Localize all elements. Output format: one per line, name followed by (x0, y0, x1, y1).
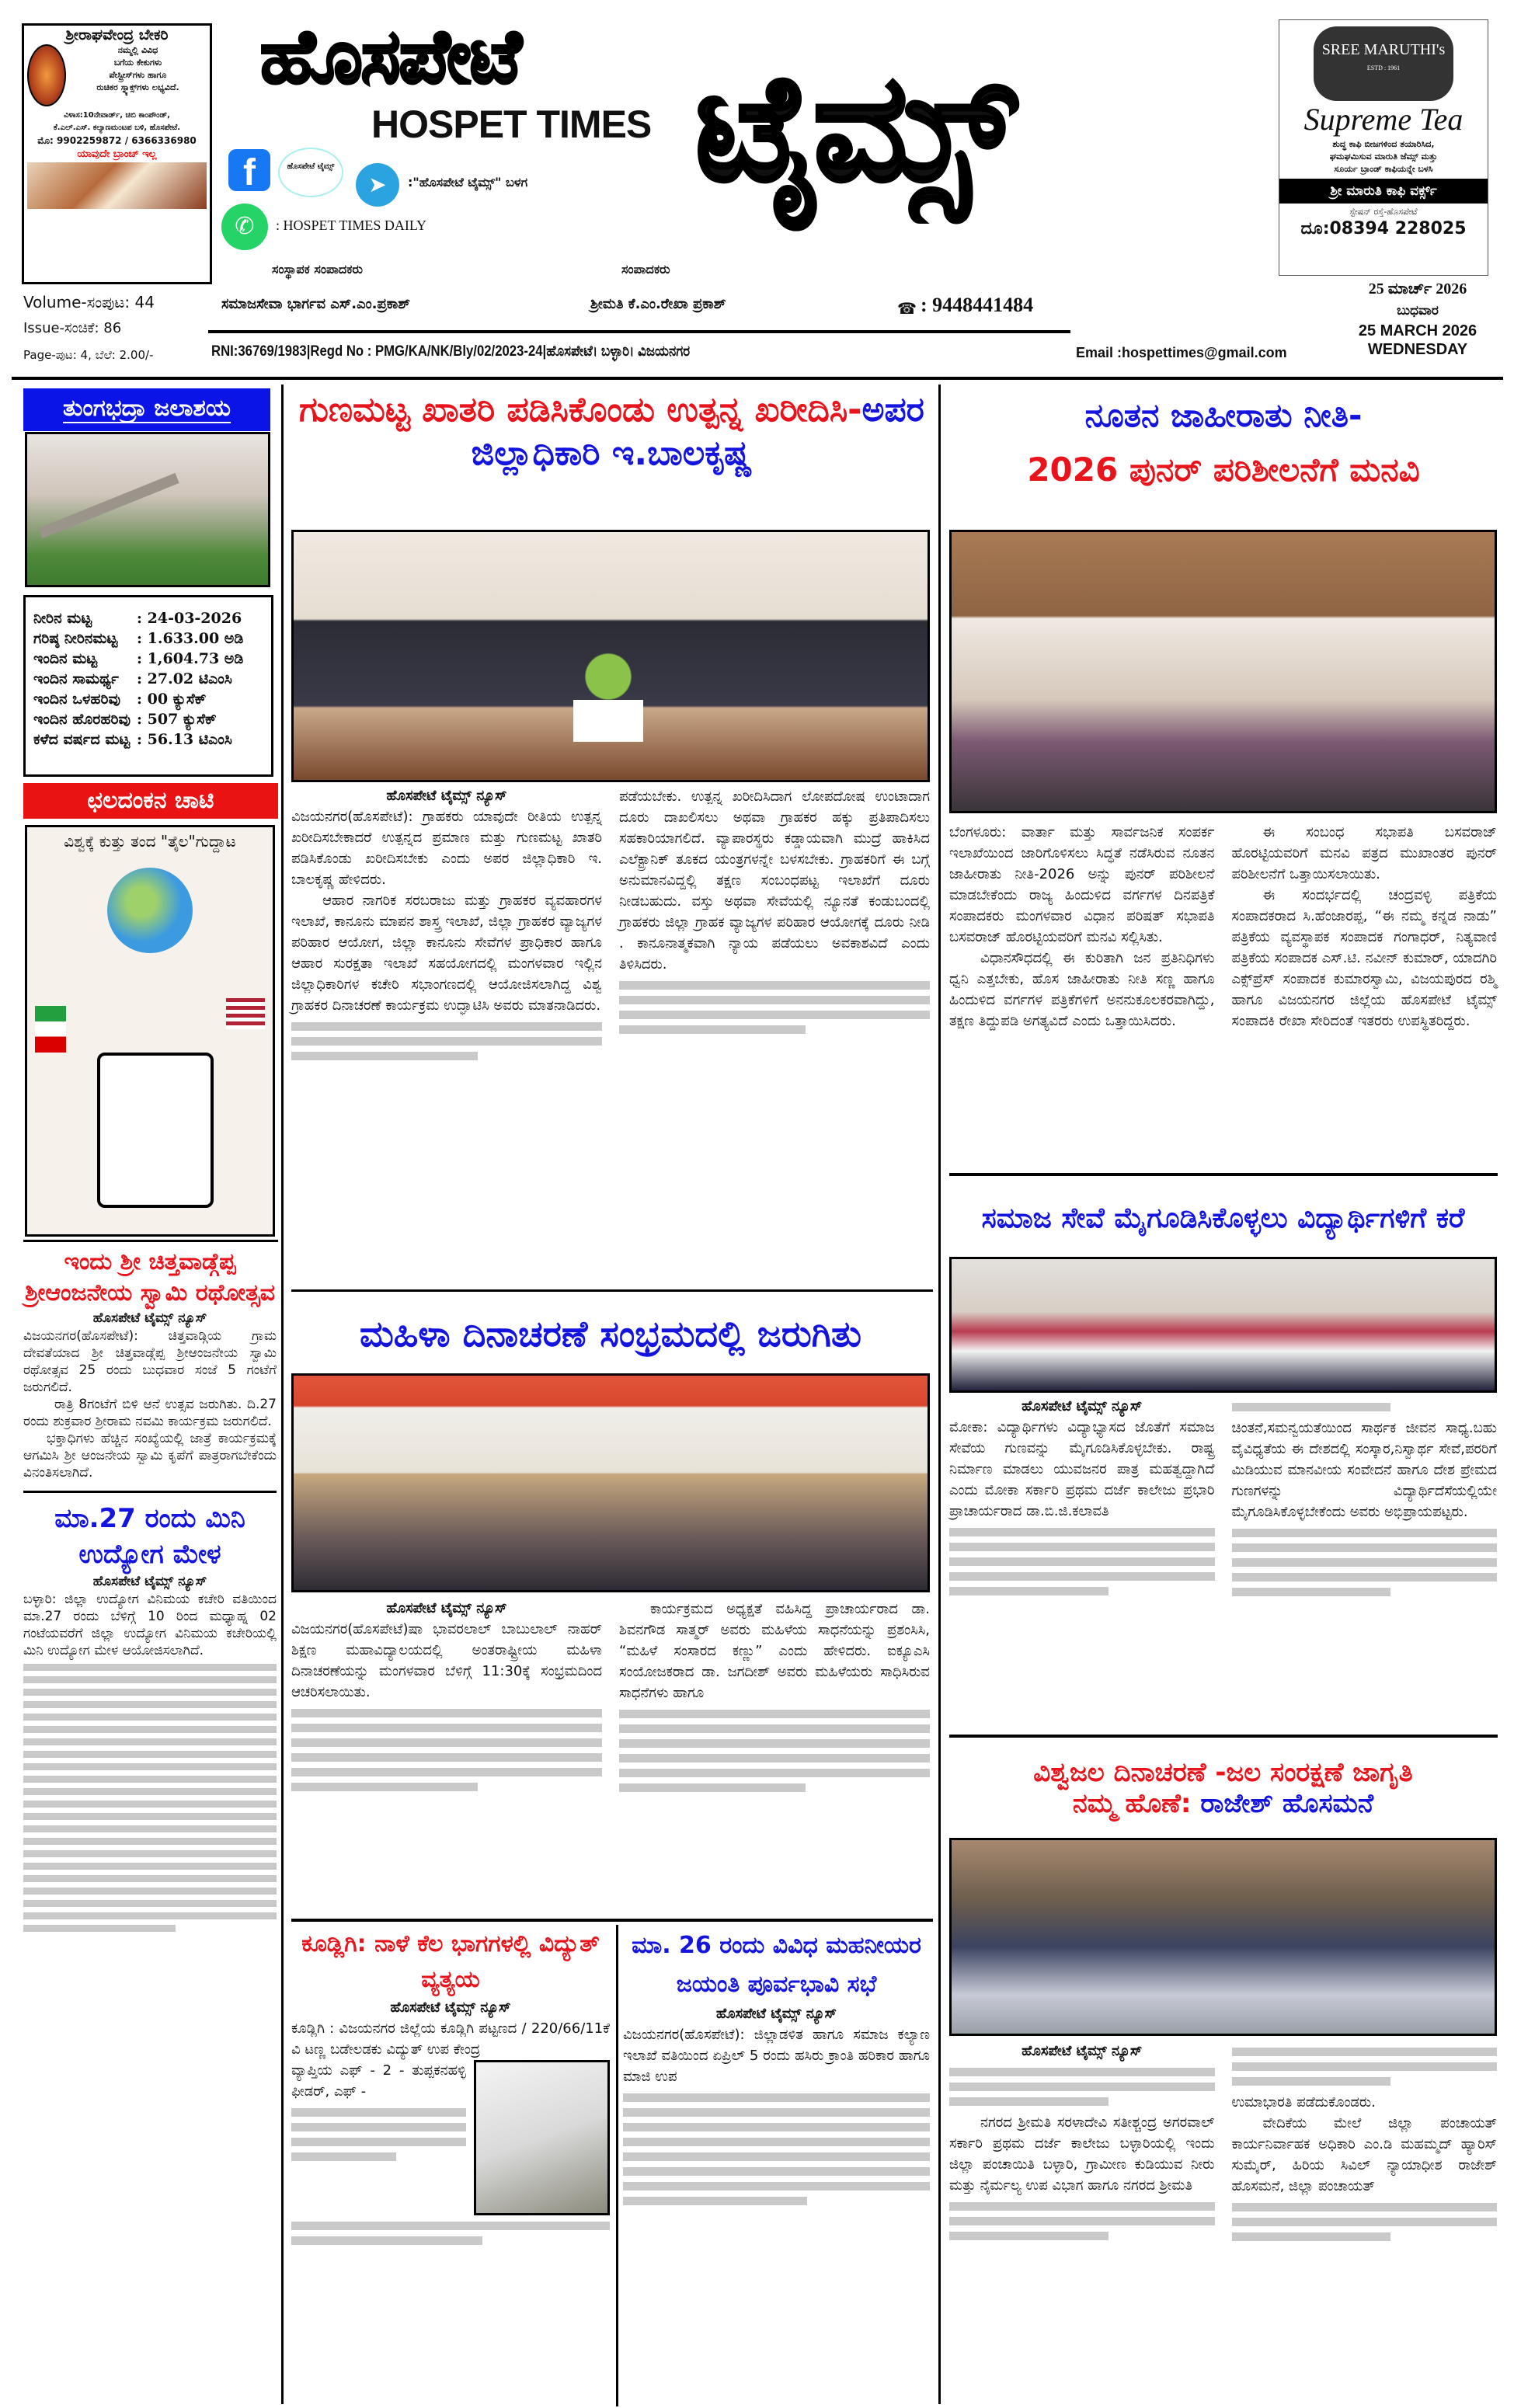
text-line (949, 1528, 1215, 1536)
dam-title (23, 388, 270, 431)
waterday-photo (949, 1838, 1497, 2036)
us-flag (226, 998, 265, 1029)
dam-label: ಇಂದಿನ ಒಳಹರಿವು (33, 691, 120, 708)
oil-barrel-drawing (97, 1053, 214, 1208)
text-line (949, 2097, 1109, 2106)
text-line (23, 1900, 277, 1907)
text-line (949, 2083, 1215, 2091)
ad-line: ಸೂರ್ಯ ಬ್ರಾಂಡ್ ಕಾಫಿಯನ್ನೇ ಬಳಸಿ (1334, 164, 1433, 174)
email: Email :hospettimes@gmail.com (1076, 345, 1287, 360)
tea-brand-top: SREE MARUTHI's (1321, 41, 1446, 58)
text-line (23, 1925, 176, 1932)
text-line (291, 1052, 478, 1060)
divider (291, 1289, 933, 1292)
telegram-icon[interactable]: ➤ (356, 163, 399, 207)
guru-portrait (27, 44, 66, 106)
divider (23, 1491, 277, 1493)
text-line (23, 1863, 277, 1870)
dam-row (30, 608, 246, 628)
body-text-continuation (623, 2093, 930, 2205)
masthead-bottom-rule (12, 377, 1503, 380)
body-text-continuation (1232, 2203, 1498, 2241)
headline-part: ಅಪರ ಜಿಲ್ಲಾಧಿಕಾರಿ ಇ.ಬಾಲಕೃಷ್ಣ (471, 390, 924, 473)
body-text-continuation (619, 1710, 930, 1792)
body-text-continuation (1232, 1403, 1498, 1411)
dam-row (30, 649, 246, 669)
cakes-photo (27, 162, 207, 209)
dam-row (30, 628, 246, 649)
paragraph: ವಿಜಯನಗರ(ಹೊಸಪೇಟೆ): ಜಿಲ್ಲಾಡಳಿತ ಹಾಗೂ ಸಮಾಜ ಕಲ್ಯಾಣ ಇಲಾಖೆ ವತಿಯಿಂದ ಏಪ್ರಿಲ್ 5 ರಂದು ಹಸಿರು ಕ್ರಾಂತಿ ಹರಿಕಾರ ಹಾಗೂ ಮಾಜಿ ಉಪ (623, 2027, 930, 2085)
paragraph: ಉಮಾಭಾರತಿ ಪಡೆದುಕೊಂಡರು. (1231, 2094, 1376, 2110)
text-line (23, 1751, 277, 1758)
headline-part: ನಮ್ಮ ಹೊಣೆ: (1072, 1788, 1192, 1819)
text-line (949, 1543, 1215, 1551)
editor-name: ಶ್ರೀಮತಿ ಕೆ.ಎಂ.ರೇಖಾ ಪ್ರಕಾಶ್ (590, 296, 726, 312)
ad-line: ನಮ್ಮಲ್ಲಿ ವಿವಿಧ (117, 45, 158, 55)
text-line (291, 1037, 602, 1046)
ad-tagline: ಯಾವುದೇ ಬ್ರಾಂಚ್ ಇಲ್ಲ (77, 148, 157, 160)
byline: ಹೊಸಪೇಟೆ ಟೈಮ್ಸ್ ನ್ಯೂಸ್ (390, 1999, 511, 2016)
waterday-headline (949, 1743, 1497, 1819)
globe-drawing (107, 868, 193, 953)
paragraph: ಪಡೆಯಬೇಕು. ಉತ್ಪನ್ನ ಖರೀದಿಸಿದಾಗ ಲೋಪದೋಷ ಉಂಟಾದಾಗ ದೂರು ದಾಖಲಿಸಲು ಅಥವಾ ಗ್ರಾಹಕರ ಹಕ್ಕು ಪ್ರತಿಪಾದಿಸಲು ಸಹಕಾರಿಯಾಗಲಿದೆ. ವ್ಯಾಪಾರಸ್ಥರು ಕಡ್ಡಾಯವಾಗಿ ಮುದ್ರೆ ಹಾಕಿಸಿದ ಎಲೆಕ್ಟ್ರಾನಿಕ್ ತೂಕದ ಯಂತ್ರಗಳನ್ನೇ ಬಳಸಬೇಕು. ಗ್ರಾಹಕರಿಗೆ ಈ ಬಗ್ಗೆ ಅನುಮಾನವಿದ್ದಲ್ಲಿ ತಕ್ಷಣ ಸಂಬಂಧಪಟ್ಟ ಇಲಾಖೆಗೆ ದೂರು ನೀಡಬಹುದು. ವಸ್ತು ಅಥವಾ ಸೇವೆಯಲ್ಲಿ ನ್ಯೂನತೆ ಕಂಡುಬಂದಲ್ಲಿ ಗ್ರಾಹಕರು ಜಿಲ್ಲಾ ಗ್ರಾಹಕ ವ್ಯಾಜ್ಯಗಳ ಪರಿಹಾರ ಆಯೋಗಕ್ಕೆ ದೂರು ನೀಡಿ . ಕಾನೂನಾತ್ಮಕವಾಗಿ ನ್ಯಾಯ ಪಡೆಯಲು ಅವಕಾಶವಿದೆ ಎಂದು ತಿಳಿಸಿದರು. (619, 788, 930, 973)
text-line (619, 1783, 806, 1792)
issue: Issue-ಸಂಚಿಕೆ: 86 (23, 320, 122, 336)
ad-line: ರುಚಿಕರ ಸ್ನ್ಯಾಕ್ಸ್‌ಗಳು ಲಭ್ಯವಿದೆ. (96, 82, 179, 92)
text-line (949, 1587, 1109, 1595)
divider (291, 1919, 933, 1922)
dam-label: ಗರಿಷ್ಠ ನೀರಿನಮಟ್ಟ (33, 630, 118, 647)
text-line (1232, 2203, 1498, 2211)
text-line (949, 1557, 1215, 1566)
masthead-title-english: HOSPET TIMES (371, 103, 652, 146)
body-text-continuation (1232, 2048, 1498, 2086)
dam-value: : 1.633.00 ಅಡಿ (137, 630, 244, 647)
dam-row (30, 669, 246, 689)
text-line (619, 1754, 930, 1763)
byline: ಹೊಸಪೇಟೆ ಟೈಮ್ಸ್ ನ್ಯೂಸ್ (715, 2006, 837, 2022)
paragraph: ರಾತ್ರಿ 8ಗಂಟೆಗೆ ಬಿಳಿ ಆನೆ ಉತ್ಸವ ಜರುಗಿತು. ದಿ.27 ರಂದು ಶುಕ್ರವಾರ ಶ್ರೀರಾಮ ನವಮಿ ಕಾರ್ಯಕ್ರಮ ಜರುಗಲಿದೆ. (23, 1397, 277, 1429)
ad-phone: ಮೊ: 9902259872 / 6366336980 (37, 135, 197, 146)
text-line (23, 1888, 277, 1895)
dam-value: : 24-03-2026 (137, 610, 242, 627)
text-line (949, 1572, 1215, 1581)
dam-value: : 507 ಕ್ಯುಸೆಕ್ (137, 711, 217, 728)
dam-value: : 1,604.73 ಅಡಿ (137, 650, 244, 667)
text-line (619, 1710, 930, 1718)
text-line (291, 2123, 466, 2131)
dam-label: ಇಂದಿನ ಹೊರಹರಿವು (33, 711, 131, 728)
text-line (1232, 1529, 1498, 1537)
kudligi-headline: ಕೂಡ್ಲಿಗಿ: ನಾಳೆ ಕೆಲ ಭಾಗಗಳಲ್ಲಿ ವಿದ್ಯುತ್ ವ್ಯತ್ಯಯ (301, 1930, 600, 1993)
divider (23, 1240, 278, 1242)
text-line (23, 1701, 277, 1708)
text-line (23, 1738, 277, 1745)
text-line (23, 1776, 277, 1783)
facebook-icon[interactable]: f (228, 149, 270, 191)
founder-name: ಸಮಾಜಸೇವಾ ಭಾರ್ಗವ ಎಸ್.ಎಂ.ಪ್ರಕಾಶ್ (221, 296, 410, 312)
text-line (23, 1801, 277, 1808)
text-line (1232, 2077, 1391, 2086)
text-line (291, 1709, 602, 1717)
text-line (623, 2108, 930, 2117)
womensday-photo (291, 1373, 930, 1592)
paragraph: ಈ ಸಂದರ್ಭದಲ್ಲಿ ಚಂದ್ರವಳ್ಳಿ ಪತ್ರಿಕೆಯ ಸಂಪಾದಕರಾದ ಸಿ.ಹೆಂಜಾರಪ್ಪ, “ಈ ನಮ್ಮ ಕನ್ನಡ ನಾಡು” ಪತ್ರಿಕೆಯ ವ್ಯವಸ್ಥಾಪಕ ಸಂಪಾದಕ ಗಂಗಾಧರ್, ನಿತ್ಯವಾಣಿ ಪತ್ರಿಕೆಯ ಸಂಪಾದಕ ಎಸ್.ಟಿ. ನವೀನ್ ಕುಮಾರ್, ಯಾದಗಿರಿ ಎಕ್ಸ್‌ಪ್ರೆಸ್ ಸಂಪಾದಕ ಕುಮಾರಸ್ವಾಮಿ, ವಿಜಯಪುರದ ರಶ್ಮಿ ಹಾಗೂ ವಿಜಯನಗರ ಜಿಲ್ಲೆಯ ಹೊಸಪೇಟೆ ಟೈಮ್ಸ್ ಸಂಪಾದಕಿ ರೇಖಾ ಸೇರಿದಂತೆ ಇತರರು ಉಪಸ್ಥಿತರಿದ್ದರು. (1231, 887, 1497, 1029)
tea-ad (1279, 19, 1488, 276)
text-line (23, 1689, 277, 1696)
paragraph: ವೇದಿಕೆಯ ಮೇಲೆ ಜಿಲ್ಲಾ ಪಂಚಾಯತ್ ಕಾರ್ಯನಿರ್ವಾಹಕ ಅಧಿಕಾರಿ ಎಂ.ಡಿ ಮಹಮ್ಮದ್ ಹ್ಯಾರಿಸ್ ಸುಮೈರ್, ಹಿರಿಯ ಸಿವಿಲ್ ನ್ಯಾಯಾಧೀಶ ರಾಜೇಶ್ ಹೊಸಮನೆ, ಜಿಲ್ಲಾ ಪಂಚಾಯತ್ (1231, 2115, 1497, 2194)
text-line (291, 1753, 602, 1762)
text-line (619, 1769, 930, 1777)
text-line (291, 1783, 478, 1791)
cartoon (25, 825, 275, 1237)
rathotsava-headline: ಇಂದು ಶ್ರೀ ಚಿತ್ತವಾಡ್ಗೆಪ್ಪ ಶ್ರೀಆಂಜನೇಯ ಸ್ವಾಮಿ ರಥೋತ್ಸವ (24, 1248, 276, 1307)
jayanti-headline: ಮಾ. 26 ರಂದು ವಿವಿಧ ಮಹನೀಯರ ಜಯಂತಿ ಪೂರ್ವಭಾವಿ ಸಭೆ (632, 1932, 921, 1998)
dam-value: : 00 ಕ್ಯುಸೆಕ್ (137, 691, 207, 708)
text-line (619, 1011, 930, 1019)
paragraph: ವಿಜಯನಗರ(ಹೊಸಪೇಟೆ): ಚಿತ್ತವಾಡ್ಗಿಯ ಗ್ರಾಮ ದೇವತೆಯಾದ ಶ್ರೀ ಚಿತ್ತವಾಡ್ಗೆಪ್ಪ ಶ್ರೀಆಂಜನೇಯ ಸ್ವಾಮಿ ರಥೋತ್ಸವ 25 ರಂದು ಬುಧವಾರ ಸಂಜೆ 5 ಗಂಟೆಗೆ ಜರುಗಲಿದೆ. (23, 1328, 277, 1395)
text-line (619, 981, 930, 990)
date-kannada: 25 ಮಾರ್ಚ್ 2026 (1368, 280, 1467, 298)
body-text-continuation (619, 981, 930, 1034)
masthead-divider (208, 330, 1070, 333)
cartoon-caption: ವಿಶ್ವಕ್ಕೆ ಕುತ್ತು ತಂದ "ತೈಲ"ಗುದ್ದಾಟ (64, 832, 236, 851)
tea-brand: Supreme Tea (1303, 102, 1464, 137)
text-line (291, 1768, 602, 1776)
ad-line: ಘಮಘಮಿಸುವ ಮಾರುತಿ ಜೆಮ್ಸ್ ಮತ್ತು (1329, 151, 1438, 162)
column-rule (281, 385, 284, 2404)
text-line (623, 2138, 930, 2146)
text-line (1232, 1588, 1391, 1596)
text-line (1232, 2218, 1498, 2226)
socialservice-photo (949, 1257, 1497, 1393)
column-rule (616, 1925, 618, 2406)
headline-part: ವಿಶ್ವಜಲ ದಿನಾಚರಣೆ -ಜಲ ಸಂರಕ್ಷಣೆ ಜಾಗೃತಿ (1033, 1757, 1413, 1788)
byline: ಹೊಸಪೇಟೆ ಟೈಮ್ಸ್ ನ್ಯೂಸ್ (92, 1574, 207, 1589)
ad-line: ಬಗೆಯ ಕೇಕುಗಳು (113, 57, 162, 68)
adpolicy-photo (949, 530, 1497, 813)
headline-part: ನೂತನ ಜಾಹೀರಾತು ನೀತಿ- (1084, 396, 1363, 434)
text-line (949, 2232, 1109, 2240)
byline: ಹೊಸಪೇಟೆ ಟೈಮ್ಸ್ ನ್ಯೂಸ್ (1022, 1398, 1143, 1415)
page-price: Page-ಪುಟ: 4, ಬೆಲೆ: 2.00/- (23, 348, 154, 362)
iran-flag (35, 1006, 66, 1053)
text-line (1232, 1573, 1498, 1582)
text-line (949, 2202, 1215, 2211)
masthead-title-times: ಟೈಮ್ಸ್ (695, 42, 1016, 214)
headline-part: 2026 ಪುನರ್ ಪರಿಶೀಲನೆಗೆ ಮನವಿ (1027, 451, 1420, 489)
text-line (949, 2068, 1215, 2076)
paragraph: ವಿಧಾನಸೌಧದಲ್ಲಿ ಈ ಕುರಿತಾಗಿ ಜನ ಪ್ರತಿನಿಧಿಗಳು ಧ್ವನಿ ಎತ್ತಬೇಕು, ಹೊಸ ಜಾಹೀರಾತು ನೀತಿ ಸಣ್ಣ ಹಾಗೂ ಹಿಂದುಳಿದ ವರ್ಗಗಳ ಪತ್ರಿಕೆಗಳಿಗೆ ಅನನುಕೂಲಕರವಾಗಿದ್ದು, ತಕ್ಷಣ ತಿದ್ದುಪಡಿ ಅಗತ್ಯವಿದೆ ಎಂದು ಒತ್ತಾಯಿಸಿದರು. (949, 950, 1215, 1029)
dam-data-table (23, 595, 273, 777)
day-english: WEDNESDAY (1367, 341, 1468, 358)
whatsapp-icon[interactable]: ✆ (221, 204, 268, 250)
paragraph: ಬೆಂಗಳೂರು: ವಾರ್ತಾ ಮತ್ತು ಸಾರ್ವಜನಿಕ ಸಂಪರ್ಕ ಇಲಾಖೆಯಿಂದ ಜಾರಿಗೊಳಿಸಲು ಸಿದ್ಧತೆ ನಡೆಸಿರುವ ನೂತನ ಜಾಹೀರಾತು ನೀತಿ-2026 ಅನ್ನು ಪುನರ್ ಪರಿಶೀಲನೆ ಮಾಡಬೇಕೆಂದು ರಾಜ್ಯ ಹಿಂದುಳಿದ ವರ್ಗಗಳ ದಿನಪತ್ರಿಕೆ ಸಂಪಾದಕರು ಮಂಗಳವಾರ ವಿಧಾನ ಪರಿಷತ್ ಸಭಾಪತಿ ಬಸವರಾಜ್ ಹೊರಟ್ಟಿಯವರಿಗೆ ಮನವಿ ಸಲ್ಲಿಸಿತು. (949, 824, 1215, 945)
volume: Volume-ಸಂಪುಟ: 44 (23, 293, 155, 311)
paragraph: ನಗರದ ಶ್ರೀಮತಿ ಸರಳಾದೇವಿ ಸತೀಶ್ಚಂದ್ರ ಅಗರವಾಲ್ ಸರ್ಕಾರಿ ಪ್ರಥಮ ದರ್ಜೆ ಕಾಲೇಜು ಬಳ್ಳಾರಿಯಲ್ಲಿ ಇಂದು ಜಿಲ್ಲಾ ಪಂಚಾಯಿತಿ ಬಳ್ಳಾರಿ, ಗ್ರಾಮೀಣ ಕುಡಿಯುವ ನೀರು ಮತ್ತು ನೈರ್ಮಲ್ಯ ಉಪ ವಿಭಾಗ ಹಾಗೂ ನಗರದ ಶ್ರೀಮತಿ (949, 2114, 1215, 2194)
body-text-continuation (949, 2202, 1215, 2240)
jobfair-body (23, 1591, 277, 1932)
text-line (1232, 2062, 1498, 2071)
text-line (291, 2222, 610, 2230)
text-line (23, 1838, 277, 1845)
text-line (291, 2108, 466, 2117)
whatsapp-text: : HOSPET TIMES DAILY (276, 217, 427, 233)
body-text-continuation (1232, 1529, 1498, 1596)
text-line (619, 1025, 806, 1034)
telegram-group-text: :"ಹೊಸಪೇಟೆ ಟೈಮ್ಸ್" ಬಳಗ (408, 175, 528, 190)
text-line (623, 2093, 930, 2102)
tea-estd: ESTD : 1961 (1366, 64, 1401, 71)
ad-address: ಕೆ.ಎಲ್.ಎಸ್. ಕಲ್ಯಾಣಮಂಟಪ ಬಳಿ, ಹೊಸಪೇಟೆ. (53, 124, 181, 132)
body-text-continuation (291, 2222, 610, 2245)
text-line (623, 2197, 807, 2205)
rathotsava-body (23, 1328, 277, 1481)
power-line-worker-photo (474, 2060, 610, 2215)
tea-phone: ದೂ:08394 228025 (1300, 219, 1467, 238)
phone-number: : 9448441484 (921, 294, 1034, 316)
dam-label: ಇಂದಿನ ಸಾಮರ್ಥ್ಯ (33, 670, 119, 687)
fb-page-badge: ಹೊಸಪೇಟೆ ಟೈಮ್ಸ್ (278, 148, 343, 197)
text-line (623, 2167, 930, 2176)
text-line (23, 1788, 277, 1795)
tea-logo (1314, 26, 1453, 101)
text-line (623, 2182, 930, 2191)
dam-label: ಇಂದಿನ ಮಟ್ಟ (33, 650, 98, 667)
day-kannada: ಬುಧವಾರ (1397, 303, 1439, 318)
text-line (1232, 2232, 1391, 2241)
masthead-title-kannada: ಹೊಸಪೇಟೆ (260, 13, 520, 100)
jobfair-headline: ಮಾ.27 ರಂದು ಮಿನಿ ಉದ್ಯೋಗ ಮೇಳ (54, 1503, 245, 1570)
text-line (1232, 2048, 1498, 2056)
text-line (291, 1724, 602, 1732)
byline: ಹೊಸಪೇಟೆ ಟೈಮ್ಸ್ ನ್ಯೂಸ್ (92, 1310, 207, 1326)
divider (949, 1173, 1498, 1176)
founder-label: ಸಂಸ್ಥಾಪಕ ಸಂಪಾದಕರು (272, 262, 363, 277)
paragraph: ಭಕ್ತಾಧಿಗಳು ಹೆಚ್ಚಿನ ಸಂಖ್ಯೆಯಲ್ಲಿ ಜಾತ್ರೆ ಕಾರ್ಯಕ್ರಮಕ್ಕೆ ಆಗಮಿಸಿ ಶ್ರೀ ಆಂಜನೇಯ ಸ್ವಾಮಿ ಕೃಪೆಗೆ ಪಾತ್ರರಾಗಬೇಕೆಂದು ವಿನಂತಿಸಲಾಗಿದೆ. (23, 1431, 277, 1481)
byline: ಹೊಸಪೇಟೆ ಟೈಮ್ಸ್ ನ್ಯೂಸ್ (1022, 2043, 1143, 2059)
text-line (291, 2152, 396, 2161)
tea-company: ಶ್ರೀ ಮಾರುತಿ ಕಾಫಿ ವರ್ಕ್ಸ್ (1279, 179, 1488, 204)
consumer-headline (291, 388, 932, 475)
text-line (619, 996, 930, 1004)
headline-part: ರಾಜೇಶ್ ಹೊಸಮನೆ (1200, 1788, 1374, 1819)
ad-line: ಪೇಸ್ಟ್ರೀಸ್‌ಗಳು ಹಾಗೂ (109, 70, 167, 80)
text-line (23, 1825, 277, 1832)
body-text-continuation (291, 1709, 602, 1791)
body-text-continuation (291, 1022, 602, 1060)
text-line (23, 1726, 277, 1733)
dam-label: ನೀರಿನ ಮಟ್ಟ (33, 610, 92, 627)
consumer-day-photo (291, 530, 930, 782)
divider (949, 1735, 1498, 1738)
text-line (1232, 1558, 1498, 1567)
text-line (291, 2138, 466, 2146)
paragraph: ಕಾರ್ಯಕ್ರಮದ ಅಧ್ಯಕ್ಷತೆ ವಹಿಸಿದ್ದ ಪ್ರಾಚಾರ್ಯರಾದ ಡಾ. ಶಿವನಗೌಡ ಸಾತ್ಮರ್ ಅವರು ಮಹಿಳೆಯ ಸಾಧನೆಯನ್ನು ಪ್ರಶಂಸಿಸಿ, “ಮಹಿಳೆ ಸಂಸಾರದ ಕಣ್ಣು” ಎಂದು ಹೇಳಿದರು. ಐಕ್ಯೂಎಸಿ ಸಂಯೋಜಕರಾದ ಡಾ. ಜಗದೀಶ್ ಅವರು ಮಹಿಳೆಯರು ಸಾಧಿಸಿರುವ ಸಾಧನೆಗಳು ಹಾಗೂ (619, 1601, 930, 1701)
paragraph: ಆಹಾರ ನಾಗರಿಕ ಸರಬರಾಜು ಮತ್ತು ಗ್ರಾಹಕರ ವ್ಯವಹಾರಗಳ ಇಲಾಖೆ, ಕಾನೂನು ಮಾಪನ ಶಾಸ್ತ್ರ ಇಲಾಖೆ, ಜಿಲ್ಲಾ ಗ್ರಾಹಕರ ವ್ಯಾಜ್ಯಗಳ ಪರಿಹಾರ ಆಯೋಗ, ಜಿಲ್ಲಾ ಕಾನೂನು ಸೇವೆಗಳ ಪ್ರಾಧಿಕಾರ ಹಾಗೂ ಆಹಾರ ಸುರಕ್ಷತಾ ಇಲಾಖೆ ಸಹಯೋಗದಲ್ಲಿ ಮಂಗಳವಾರ ಇಲ್ಲಿನ ಜಿಲ್ಲಾಧಿಕಾರಿಗಳ ಕಚೇರಿ ಸಭಾಂಗಣದಲ್ಲಿ ಆಯೋಜಿಸಲಾಗಿದ್ದ ವಿಶ್ವ ಗ್ರಾಹಕರ ದಿನಾಚರಣೆ ಕಾರ್ಯಕ್ರಮ ಉದ್ಘಾಟಿಸಿ ಅವರು ಮಾತನಾಡಿದರು. (291, 893, 602, 1014)
text-line (291, 1022, 602, 1031)
dam-row (30, 689, 246, 709)
text-line (23, 1813, 277, 1820)
dam-value: : 56.13 ಟಿಎಂಸಿ (137, 731, 232, 748)
paragraph: ಚಿಂತನೆ,ಸಮನ್ವಯತೆಯಿಂದ ಸಾರ್ಥಕ ಜೀವನ ಸಾಧ್ಯ.ಬಹು ವೈವಿಧ್ಯತೆಯ ಈ ದೇಶದಲ್ಲಿ ಸಂಸ್ಕಾರ,ನಿಸ್ವಾರ್ಥ ಸೇವೆ,ಪರರಿಗೆ ಮಿಡಿಯುವ ಮಾನವೀಯ ಸಂವೇದನೆ ಹಾಗೂ ದೇಶ ಪ್ರೇಮದ ಗುಣಗಳನ್ನು ವಿದ್ಯಾರ್ಥಿದೆಸೆಯಲ್ಲಿಯೇ ಮೈಗೂಡಿಸಿಕೊಳ್ಳಬೇಕೆಂದು ಅವರು ಅಭಿಪ್ರಾಯಪಟ್ಟರು. (1231, 1420, 1497, 1520)
paragraph: ವ್ಯಾಪ್ತಿಯ ಎಫ್ - 2 - ತುಪ್ಪಕನಹಳ್ಳಿ ಫೀಡರ್, ಎಫ್ - (291, 2062, 466, 2100)
dam-title-text: ತುಂಗಭದ್ರಾ ಜಲಾಶಯ (63, 395, 231, 422)
text-line (23, 1850, 277, 1857)
adpolicy-headline (948, 388, 1499, 497)
paragraph: ಈ ಸಂಬಂಧ ಸಭಾಪತಿ ಬಸವರಾಜ್ ಹೊರಟ್ಟಿಯವರಿಗೆ ಮನವಿ ಪತ್ರದ ಮುಖಾಂತರ ಪುನರ್ ಪರಿಶೀಲನೆಗೆ ಒತ್ತಾಯಿಸಲಾಯಿತು. (1231, 824, 1497, 882)
phone-icon: ☎ (897, 299, 917, 318)
text-line (23, 1714, 277, 1721)
column-rule (938, 385, 941, 2404)
byline: ಹೊಸಪೇಟೆ ಟೈಮ್ಸ್ ನ್ಯೂಸ್ (386, 1600, 507, 1616)
body-text-continuation (23, 1664, 277, 1932)
dam-row (30, 729, 246, 750)
text-line (23, 1676, 277, 1683)
text-line (23, 1664, 277, 1671)
ad-line: ಶುದ್ಧ ಕಾಫಿ ಬೀಜಗಳಿಂದ ತಯಾರಿಸಿದ, (1332, 139, 1435, 149)
paragraph: ವಿಜಯನಗರ(ಹೊಸಪೇಟೆ)ಷಾ ಭಾವರಲಾಲ್ ಬಾಬುಲಾಲ್ ನಾಹರ್ ಶಿಕ್ಷಣ ಮಹಾವಿದ್ಯಾಲಯದಲ್ಲಿ ಅಂತರಾಷ್ಟ್ರೀಯ ಮಹಿಳಾ ದಿನಾಚರಣೆಯನ್ನು ಮಂಗಳವಾರ ಬೆಳಿಗ್ಗೆ 11:30ಕ್ಕೆ ಸಂಭ್ರಮದಿಂದ ಆಚರಿಸಲಾಯಿತು. (291, 1621, 602, 1700)
body-text-continuation (291, 2108, 466, 2161)
paragraph: ಮೋಕಾ: ವಿದ್ಯಾರ್ಥಿಗಳು ವಿದ್ಯಾಭ್ಯಾಸದ ಜೊತೆಗೆ ಸಮಾಜ ಸೇವೆಯ ಗುಣವನ್ನು ಮೈಗೂಡಿಸಿಕೊಳ್ಳಬೇಕು. ರಾಷ್ಟ್ರ ನಿರ್ಮಾಣ ಮಾಡಲು ಯುವಜನರ ಪಾತ್ರ ಮಹತ್ವದ್ದಾಗಿದೆ ಎಂದು ಮೋಕಾ ಸರ್ಕಾರಿ ಪ್ರಥಮ ದರ್ಜೆ ಕಾಲೇಜು ಪ್ರಭಾರಿ ಪ್ರಾಚಾರ್ಯರಾದ ಡಾ.ಬಿ.ಜಿ.ಕಲಾವತಿ (949, 1419, 1215, 1519)
text-line (1232, 1543, 1498, 1552)
text-line (23, 1875, 277, 1882)
paragraph: ಬಳ್ಳಾರಿ: ಜಿಲ್ಲಾ ಉದ್ಯೋಗ ವಿನಿಮಯ ಕಚೇರಿ ವತಿಯಿಂದ ಮಾ.27 ರಂದು ಬೆಳಿಗ್ಗೆ 10 ರಿಂದ ಮಧ್ಯಾಹ್ನ 02 ಗಂಟೆಯವರೆಗೆ ಜಿಲ್ಲಾ ಉದ್ಯೋಗ ವಿನಿಮಯ ಕಚೇರಿಯಲ್ಲಿ ಮಿನಿ ಉದ್ಯೋಗ ಮೇಳ ಆಯೋಜಿಸಲಾಗಿದೆ. (23, 1592, 277, 1658)
dam-label: ಕಳೆದ ವರ್ಷದ ಮಟ್ಟ (33, 731, 131, 748)
bakery-ad-title: ಶ್ರೀರಾಘವೇಂದ್ರ ಬೇಕರಿ (65, 26, 169, 43)
plant-in-pot (573, 649, 643, 742)
editor-label: ಸಂಪಾದಕರು (621, 262, 670, 277)
text-line (619, 1739, 930, 1748)
text-line (23, 1912, 277, 1919)
date-english: 25 MARCH 2026 (1358, 322, 1477, 339)
headline-part: ಗುಣಮಟ್ಟ ಖಾತರಿ ಪಡಿಸಿಕೊಂಡು ಉತ್ಪನ್ನ ಖರೀದಿಸಿ- (299, 390, 862, 430)
text-line (291, 2236, 482, 2245)
ad-address: ವಿಳಾಸ:10ನೇವಾರ್ಡ್, ಚಿಬಿ ಕಾಂಪೌಂಡ್, (64, 111, 170, 120)
cartoon-banner: ಛಲದಂಕನ ಚಾಟಿ (23, 783, 278, 819)
womensday-headline: ಮಹಿಳಾ ದಿನಾಚರಣೆ ಸಂಭ್ರಮದಲ್ಲಿ ಜರುಗಿತು (360, 1313, 861, 1355)
text-line (623, 2123, 930, 2131)
dam-photo (25, 432, 270, 587)
registration-line: RNI:36769/1983|Regd No : PMG/KA/NK/Bly/02/2023-24|ಹೊಸಪೇಟೆ। ಬಳ್ಳಾರಿ। ವಿಜಯನಗರ (211, 343, 691, 360)
text-line (23, 1763, 277, 1770)
paragraph: ವಿಜಯನಗರ(ಹೊಸಪೇಟೆ): ಗ್ರಾಹಕರು ಯಾವುದೇ ರೀತಿಯ ಉತ್ಪನ್ನ ಖರೀದಿಸಬೇಕಾದರೆ ಉತ್ಪನ್ನದ ಪ್ರಮಾಣ ಮತ್ತು ಗುಣಮಟ್ಟ ಖಾತರಿ ಪಡಿಸಿಕೊಂಡು ಖರೀದಿಸಬೇಕು ಎಂದು ಅಪರ ಜಿಲ್ಲಾಧಿಕಾರಿ ಇ. ಬಾಲಕೃಷ್ಣ ಹೇಳಿದರು. (291, 809, 602, 888)
text-line (623, 2152, 930, 2161)
bakery-ad (22, 23, 212, 284)
text-line (619, 1724, 930, 1733)
dam-value: : 27.02 ಟಿಎಂಸಿ (137, 670, 232, 687)
text-line (291, 1738, 602, 1747)
tea-address: ಸ್ಟೇಷನ್ ರಸ್ತೆ-ಹೊಸಪೇಟೆ (1349, 207, 1418, 217)
dam-row (30, 709, 246, 729)
text-line (1232, 1403, 1391, 1411)
text-line (949, 2217, 1215, 2225)
socialservice-headline: ಸಮಾಜ ಸೇವೆ ಮೈಗೂಡಿಸಿಕೊಳ್ಳಲು ವಿದ್ಯಾರ್ಥಿಗಳಿಗೆ ಕರೆ (981, 1202, 1465, 1234)
body-text-continuation (949, 1528, 1215, 1595)
body-text-continuation (949, 2068, 1215, 2106)
byline: ಹೊಸಪೇಟೆ ಟೈಮ್ಸ್ ನ್ಯೂಸ್ (386, 788, 507, 804)
paragraph: ಕೂಡ್ಲಿಗಿ : ವಿಜಯನಗರ ಜಿಲ್ಲೆಯ ಕೂಡ್ಲಿಗಿ ಪಟ್ಟಣದ / 220/66/11ಕೆ ವಿ ಟಣ್ಣ ಬಡೇಲಡಕು ವಿದ್ಯುತ್ ಉಪ ಕೇಂದ್ರ (291, 2020, 610, 2058)
